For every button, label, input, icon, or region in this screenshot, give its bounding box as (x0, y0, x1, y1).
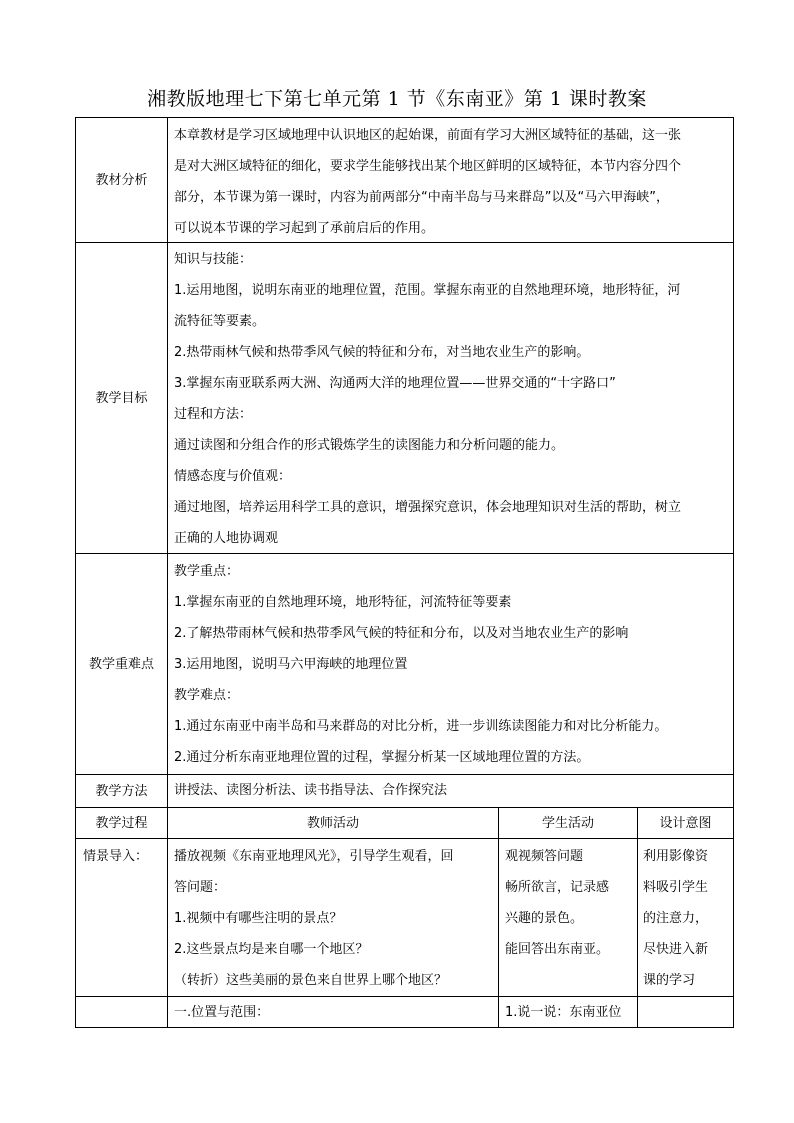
intro-teacher-line: 答问题： (174, 880, 227, 895)
table-border-right (733, 117, 734, 1028)
teacher-activity-header: 教师活动 (306, 815, 359, 831)
key-line: 2.了解热带雨林气候和热带季风气候的特征和分布，以及对当地农业生产的影响 (174, 626, 629, 641)
row-divider (75, 838, 734, 839)
goals-line: 过程和方法： (174, 407, 253, 422)
method-content: 讲授法、读图分析法、读书指导法、合作探究法 (174, 783, 448, 798)
intro-design-line: 课的学习 (643, 973, 696, 988)
key-line: 3.运用地图，说明马六甲海峡的地理位置 (174, 657, 408, 672)
material-line: 本章教材是学习区域地理中认识地区的起始课，前面有学习大洲区域特征的基础，这一张 (174, 128, 682, 143)
intro-student (505, 841, 635, 965)
key-points-label: 教学重难点 (88, 656, 154, 672)
key-line: 教学难点： (174, 688, 240, 703)
key-points-content (174, 556, 730, 773)
lesson-plan-table (75, 117, 734, 1028)
key-line: 教学重点： (174, 564, 240, 579)
material-line: 可以说本节课的学习起到了承前启后的作用。 (174, 221, 435, 236)
intro-student-line: 观视频答问题 (505, 849, 584, 864)
goals-line: 1.运用地图，说明东南亚的地理位置，范围。掌握东南亚的自然地理环境，地形特征，河 (174, 283, 681, 298)
material-line: 是对大洲区域特征的细化，要求学生能够找出某个地区鲜明的区域特征，本节内容分四个 (174, 159, 682, 174)
goals-line: 通过读图和分组合作的形式锻炼学生的读图能力和分析问题的能力。 (174, 438, 565, 453)
design-intent-header: 设计意图 (659, 815, 712, 831)
intro-teacher (174, 841, 496, 996)
intro-design-line: 料吸引学生 (643, 880, 709, 895)
key-line: 1.掌握东南亚的自然地理环境，地形特征，河流特征等要素 (174, 595, 512, 610)
location-student: 1.说一说：东南亚位 (505, 1005, 622, 1020)
intro-teacher-line: （转折）这些美丽的景色来自世界上哪个地区？ (174, 973, 448, 988)
goals-line: 情感态度与价值观： (174, 469, 292, 484)
goals-line: 正确的人地协调观 (174, 531, 279, 546)
key-line: 1.通过东南亚中南半岛和马来群岛的对比分析，进一步训练读图能力和对比分析能力。 (174, 719, 668, 734)
document-title: 湘教版地理七下第七单元第 1 节《东南亚》第 1 课时教案 (147, 88, 647, 110)
goals-line: 2.热带雨林气候和热带季风气候的特征和分布，对当地农业生产的影响。 (174, 345, 590, 360)
intro-label: 情景导入： (83, 849, 149, 864)
intro-design (643, 841, 731, 996)
intro-design-line: 利用影像资 (643, 849, 709, 864)
goals-line: 知识与技能： (174, 252, 253, 267)
intro-teacher-line: 1.视频中有哪些注明的景点？ (174, 911, 343, 926)
process-label: 教学过程 (95, 815, 148, 831)
intro-student-line: 能回答出东南亚。 (505, 942, 610, 957)
column-divider (498, 807, 499, 1028)
student-activity-header: 学生活动 (541, 815, 594, 831)
material-line: 部分，本节课为第一课时，内容为前两部分“中南半岛与马来群岛”以及“马六甲海峡”， (174, 190, 669, 205)
goals-content (174, 244, 730, 554)
goals-line: 3.掌握东南亚联系两大洲、沟通两大洋的地理位置——世界交通的“十字路口” (174, 376, 616, 391)
intro-teacher-line: 2.这些景点均是来自哪一个地区？ (174, 942, 369, 957)
material-label: 教材分析 (95, 172, 148, 188)
goals-line: 流特征等要素。 (174, 314, 266, 329)
key-line: 2.通过分析东南亚地理位置的过程，掌握分析某一区域地理位置的方法。 (174, 750, 590, 765)
column-divider (637, 807, 638, 1028)
table-border-top (75, 117, 734, 118)
goals-label: 教学目标 (95, 390, 148, 406)
location-teacher: 一.位置与范围： (174, 1005, 270, 1020)
intro-student-line: 畅所欲言，记录感 (505, 880, 610, 895)
intro-student-line: 兴趣的景色。 (505, 911, 584, 926)
intro-design-line: 的注意力， (643, 911, 709, 926)
intro-design-line: 尽快进入新 (643, 942, 709, 957)
method-label: 教学方法 (95, 783, 148, 799)
goals-line: 通过地图，培养运用科学工具的意识，增强探究意识，体会地理知识对生活的帮助，树立 (174, 500, 682, 515)
intro-teacher-line: 播放视频《东南亚地理风光》，引导学生观看，回 (174, 849, 454, 864)
column-divider (167, 117, 168, 1028)
material-content (174, 120, 730, 244)
